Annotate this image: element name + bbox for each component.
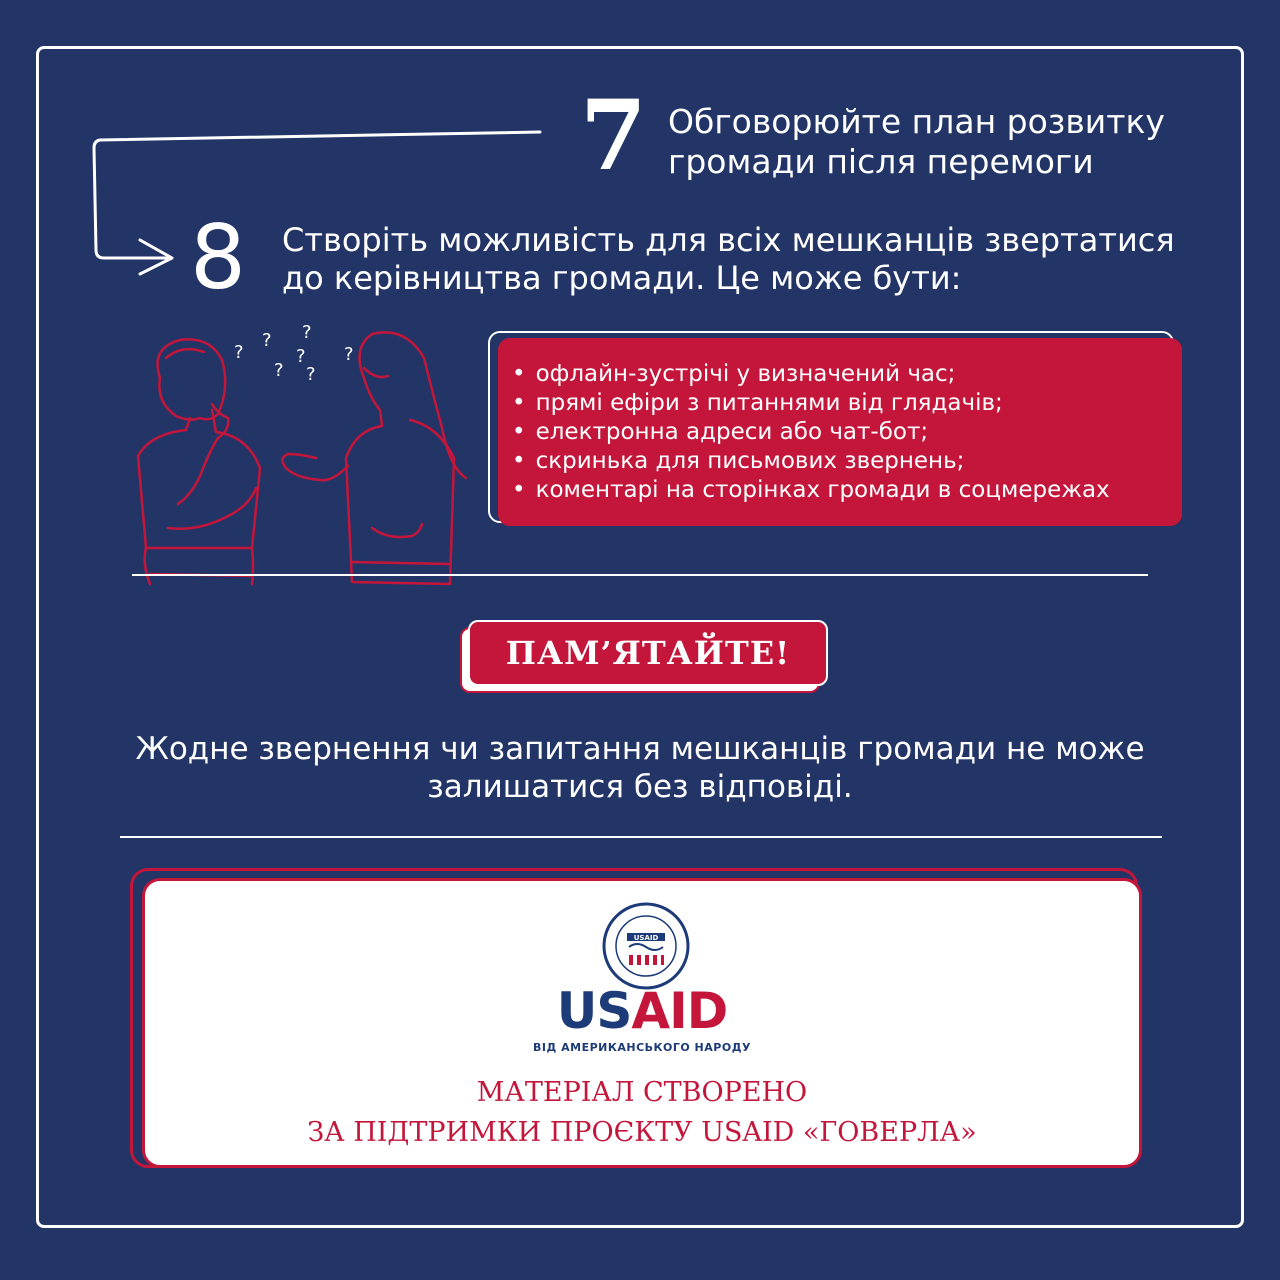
step-8-text: Створіть можливість для всіх мешканців звертатися до керівництва громади. Це може бути:	[282, 221, 1175, 297]
step-8-number: 8	[190, 206, 246, 309]
step-7-number: 7	[580, 79, 647, 192]
remember-label: ПАМ’ЯТАЙТЕ!	[505, 634, 791, 672]
options-list	[498, 338, 1182, 505]
reminder-text: Жодне звернення чи запитання мешканців громади не може залишатися без відповіді.	[135, 731, 1145, 805]
list-item: • скринька для письмових звернень;	[512, 448, 965, 474]
options-box	[498, 338, 1182, 526]
sponsor-credit	[145, 1073, 1139, 1153]
sponsor-card	[142, 878, 1142, 1168]
question-mark-7: ?	[344, 344, 354, 365]
question-mark-1: ?	[234, 342, 244, 363]
list-item: • офлайн-зустрічі у визначений час;	[512, 361, 956, 387]
list-item: • прямі ефіри з питаннями від глядачів;	[512, 390, 1003, 416]
question-mark-2: ?	[262, 330, 272, 351]
question-mark-4: ?	[302, 322, 312, 343]
remember-badge	[468, 620, 828, 686]
list-item: • електронна адреси або чат-бот;	[512, 419, 929, 445]
usaid-seal-icon	[601, 901, 691, 991]
two-women-illustration	[120, 318, 480, 598]
divider-top	[132, 574, 1148, 576]
seal-center-text: USAID	[633, 934, 659, 942]
step-7-text: Обговорюйте план розвитку громади після перемоги	[668, 102, 1165, 181]
list-item: • коментарі на сторінках громади в соцмережах	[512, 477, 1110, 503]
credit-line-2: ЗА ПІДТРИМКИ ПРОЄКТУ USAID «ГОВЕРЛА»	[307, 1117, 977, 1148]
question-mark-5: ?	[306, 364, 316, 385]
question-mark-6: ?	[296, 346, 306, 367]
question-mark-3: ?	[274, 360, 284, 381]
credit-line-1: МАТЕРІАЛ СТВОРЕНО	[476, 1077, 808, 1108]
usaid-logo: USAID	[556, 982, 728, 1040]
usaid-tagline: ВІД АМЕРИКАНСЬКОГО НАРОДУ	[533, 1041, 751, 1054]
divider-bottom	[120, 836, 1162, 838]
